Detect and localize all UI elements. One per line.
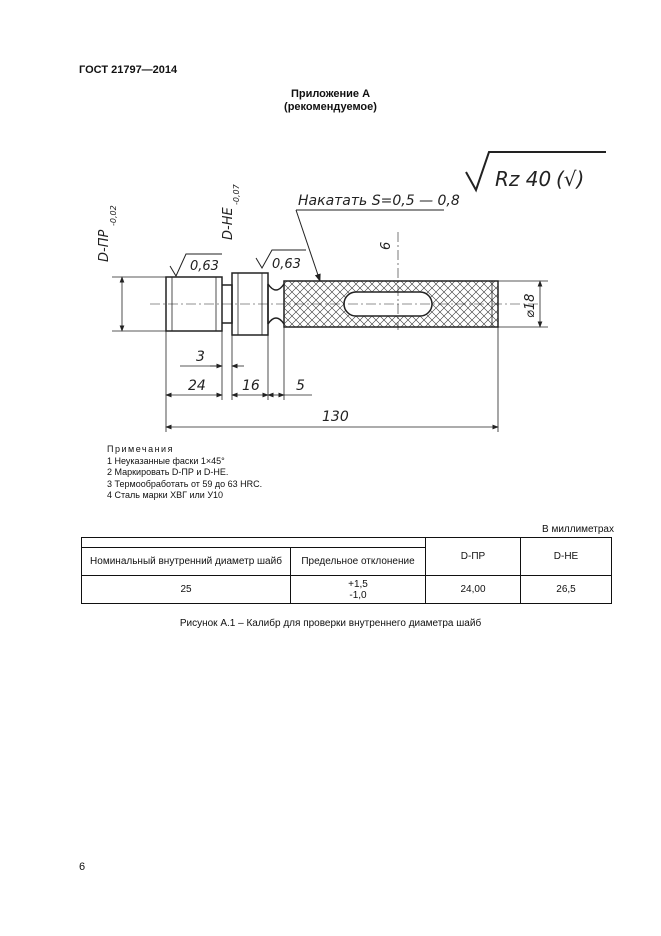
- label-go-tolerance: -0,02: [109, 205, 118, 226]
- dim-diameter-text: ⌀18: [523, 293, 538, 318]
- tolerance-table: [81, 537, 612, 604]
- cell-deviation-lower: -1,0: [349, 589, 367, 601]
- header-go: D-ПР: [426, 538, 521, 576]
- note-item: 3 Термообработать от 59 до 63 HRC.: [107, 478, 263, 489]
- units-note: В миллиметрах: [542, 524, 614, 535]
- appendix-title: Приложение А: [290, 88, 371, 100]
- label-nogo: [221, 183, 241, 240]
- note-item: 2 Маркировать D-ПР и D-НЕ.: [107, 467, 229, 477]
- knurl-note-text: Накатать S=0,5 — 0,8: [298, 193, 460, 209]
- dim-slot-width: 6: [379, 241, 394, 250]
- cell-nogo: 26,5: [521, 576, 612, 604]
- label-go-text: D-ПР: [97, 229, 112, 262]
- header-nogo: D-НЕ: [521, 538, 612, 576]
- label-nogo-text: D-НЕ: [221, 207, 236, 240]
- header-nominal: Номинальный внутренний диаметр шайб: [82, 548, 291, 576]
- document-header: ГОСТ 21797—2014: [79, 64, 178, 76]
- dim-go-length: 24: [188, 378, 206, 394]
- roughness-mark-nogo: [256, 250, 306, 272]
- note-item: 1 Неуказанные фаски 1×45°: [107, 455, 225, 466]
- dim-neck: 5: [296, 378, 305, 394]
- cell-nominal: 25: [82, 576, 291, 604]
- notes: [107, 444, 262, 502]
- label-nogo-tolerance: -0,07: [232, 184, 241, 205]
- roughness-value: Rz 40: [495, 167, 552, 191]
- cell-deviation-upper: +1,5: [348, 578, 368, 590]
- notes-title: Примечания: [107, 444, 174, 454]
- roughness-mark-go-value: 0,63: [190, 259, 219, 274]
- roughness-check: (√): [556, 167, 585, 191]
- dim-total: 130: [322, 409, 349, 425]
- knurl-note: [296, 193, 460, 281]
- header-deviation: Предельное отклонение: [291, 548, 426, 576]
- figure-caption: Рисунок А.1 – Калибр для проверки внутреннего диаметра шайб: [179, 618, 482, 629]
- table-header-group: [82, 538, 426, 548]
- note-item: 4 Сталь марки ХВГ или У10: [107, 490, 224, 500]
- cell-go: 24,00: [426, 576, 521, 604]
- roughness-mark-go: [170, 254, 222, 276]
- roughness-mark-nogo-value: 0,63: [272, 257, 301, 272]
- cell-deviation: [291, 576, 426, 604]
- dim-groove-text: 3: [196, 349, 205, 365]
- appendix-subtitle: (рекомендуемое): [284, 101, 377, 113]
- label-go: [97, 205, 118, 262]
- page-number: 6: [79, 861, 86, 873]
- roughness-symbol: [466, 152, 606, 191]
- dim-nogo-length: 16: [242, 378, 260, 394]
